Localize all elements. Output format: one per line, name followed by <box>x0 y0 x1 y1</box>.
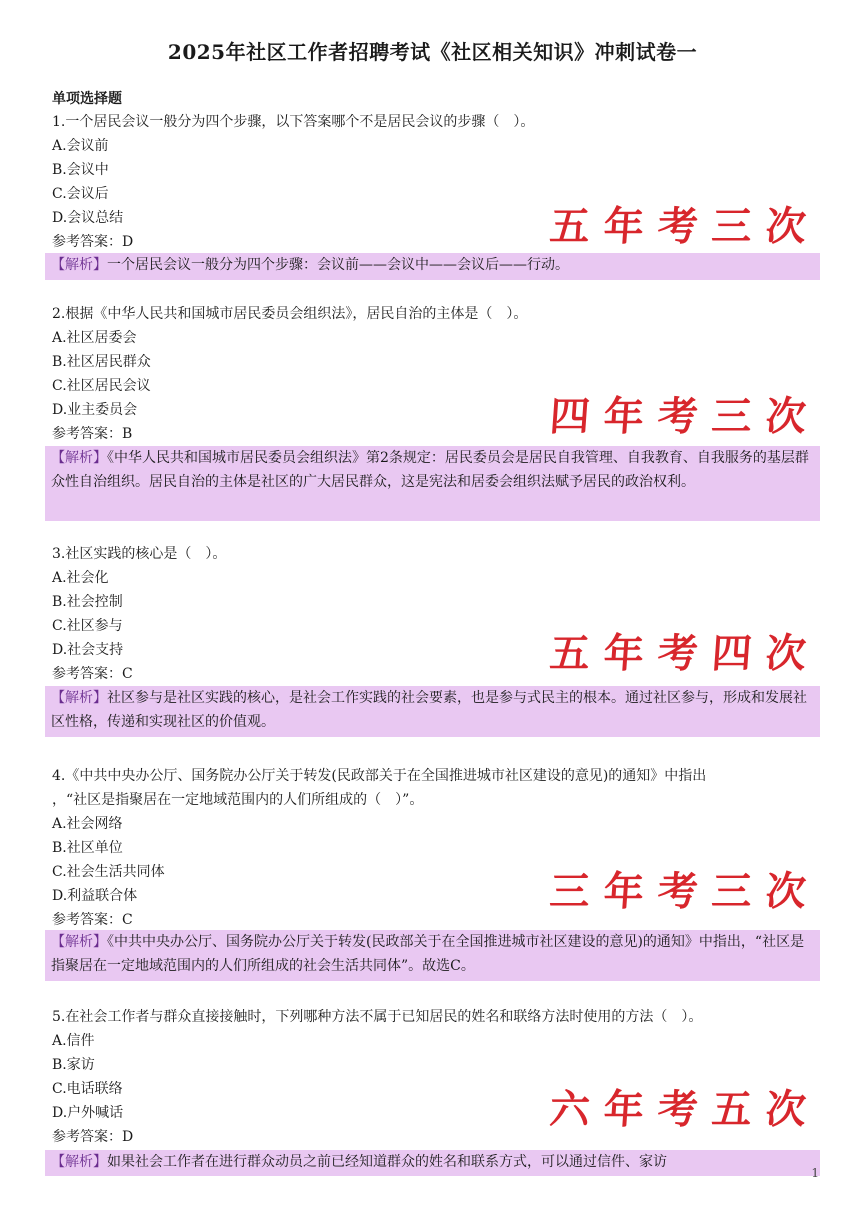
explanation-text: 社区参与是社区实践的核心，是社会工作实践的社会要素，也是参与式民主的根本。通过社区参与，形成和发展社区性格，传递和实现社区的价值观。 <box>51 690 807 730</box>
answer: 参考答案：D <box>52 234 134 250</box>
question-stem: 1.一个居民会议一般分为四个步骤，以下答案哪个不是居民会议的步骤（ ）。 <box>52 114 535 130</box>
answer: 参考答案：B <box>52 426 133 442</box>
option-b: B.家访 <box>52 1057 95 1073</box>
option-a: A.社区居委会 <box>52 330 137 346</box>
option-d: D.业主委员会 <box>52 402 138 418</box>
section-heading: 单项选择题 <box>52 91 122 107</box>
option-a: A.信件 <box>52 1033 95 1049</box>
explanation-text: 《中共中央办公厅、国务院办公厅关于转发(民政部关于在全国推进城市社区建设的意见)的通知》中指出，“社区是指聚居在一定地域范围内的人们所组成的社会生活共同体”。故选C。 <box>51 934 805 974</box>
option-d: D.社会支持 <box>52 642 124 658</box>
option-a: A.会议前 <box>52 138 109 154</box>
question-stem: 2.根据《中华人民共和国城市居民委员会组织法》，居民自治的主体是（ ）。 <box>52 306 528 322</box>
page-number: 1 <box>811 1166 819 1180</box>
option-a: A.社会化 <box>52 570 109 586</box>
option-c: C.社会生活共同体 <box>52 864 165 880</box>
explanation-box <box>45 930 820 981</box>
explanation-text: 一个居民会议一般分为四个步骤：会议前——会议中——会议后——行动。 <box>107 257 569 273</box>
option-c: C.社区参与 <box>52 618 123 634</box>
option-c: C.电话联络 <box>52 1081 123 1097</box>
question-stem: 3.社区实践的核心是（ ）。 <box>52 546 227 562</box>
answer: 参考答案：C <box>52 912 133 928</box>
question-stem-continued: ，“社区是指聚居在一定地域范围内的人们所组成的（ ）”。 <box>52 792 424 808</box>
explanation-box <box>45 446 820 521</box>
option-b: B.会议中 <box>52 162 109 178</box>
option-b: B.社区单位 <box>52 840 123 856</box>
explanation-tag: 【解析】 <box>51 450 107 466</box>
option-c: C.会议后 <box>52 186 109 202</box>
frequency-stamp: 五年考四次 <box>548 630 822 677</box>
explanation-box <box>45 686 820 737</box>
page-title: 2025年社区工作者招聘考试《社区相关知识》冲刺试卷一 <box>167 40 698 64</box>
explanation-box <box>45 1150 820 1176</box>
explanation-box <box>45 253 820 280</box>
frequency-stamp: 四年考三次 <box>548 393 822 440</box>
option-b: B.社区居民群众 <box>52 354 151 370</box>
option-d: D.户外喊话 <box>52 1105 124 1121</box>
option-c: C.社区居民会议 <box>52 378 151 394</box>
explanation-tag: 【解析】 <box>51 934 107 950</box>
answer: 参考答案：C <box>52 666 133 682</box>
explanation-tag: 【解析】 <box>51 257 107 273</box>
frequency-stamp: 三年考三次 <box>548 868 822 915</box>
frequency-stamp: 六年考五次 <box>548 1086 822 1133</box>
explanation-tag: 【解析】 <box>51 690 107 706</box>
frequency-stamp: 五年考三次 <box>548 203 822 250</box>
option-d: D.利益联合体 <box>52 888 138 904</box>
answer: 参考答案：D <box>52 1129 134 1145</box>
explanation-tag: 【解析】 <box>51 1154 107 1170</box>
explanation-text: 如果社会工作者在进行群众动员之前已经知道群众的姓名和联系方式，可以通过信件、家访 <box>107 1154 667 1170</box>
explanation-text: 《中华人民共和国城市居民委员会组织法》第2条规定：居民委员会是居民自我管理、自我教育、自我服务的基层群众性自治组织。居民自治的主体是社区的广大居民群众，这是宪法和居委会组织法赋予居民的政治权利。 <box>51 450 809 490</box>
question-stem: 4.《中共中央办公厅、国务院办公厅关于转发(民政部关于在全国推进城市社区建设的意见)的通知》中指出 <box>52 768 707 784</box>
option-d: D.会议总结 <box>52 210 124 226</box>
question-stem: 5.在社会工作者与群众直接接触时，下列哪种方法不属于已知居民的姓名和联络方法时使用的方法（ ）。 <box>52 1009 703 1025</box>
option-b: B.社会控制 <box>52 594 123 610</box>
option-a: A.社会网络 <box>52 816 123 832</box>
